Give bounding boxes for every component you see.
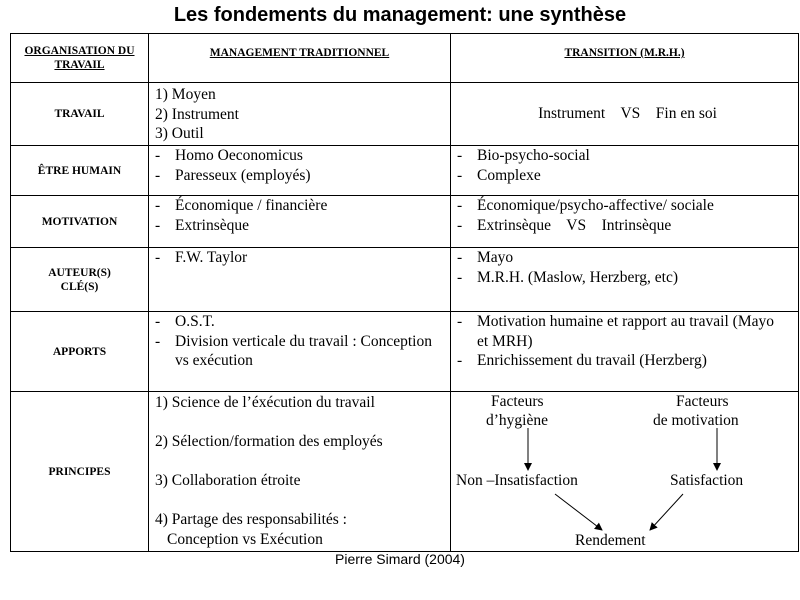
list-item: O.S.T. (175, 313, 215, 330)
list-item: 2) Instrument (155, 105, 239, 123)
header-organisation: ORGANISATION DU TRAVAIL (24, 45, 135, 71)
cell-text: Instrument VS Fin en soi (451, 83, 799, 146)
list-item: 3) Collaboration étroite (155, 472, 301, 489)
list-item: Mayo (477, 249, 514, 266)
header-transition: TRANSITION (M.R.H.) (564, 47, 685, 59)
row-label: TRAVAIL (11, 83, 149, 146)
table-row: AUTEUR(S) CLÉ(S) - F.W. Taylor - Mayo - M.R.H. (Maslow, Herzberg, etc) (11, 248, 799, 312)
list-item: Extrinsèque VS Intrinsèque (477, 216, 672, 234)
header-traditionnel: MANAGEMENT TRADITIONNEL (209, 47, 390, 59)
list-item: Homo Oeconomicus (175, 147, 303, 164)
slide-title: Les fondements du management: une synthèse (173, 4, 627, 26)
hygiene-factors-label-2: d’hygiène (486, 412, 548, 429)
row-label: PRINCIPES (11, 392, 149, 552)
hygiene-factors-label: Facteurs (491, 393, 544, 410)
list-item: Paresseux (employés) (175, 166, 311, 184)
list-item: Bio-psycho-social (477, 147, 590, 164)
list-item: 1) Science de l’éxécution du travail (155, 394, 375, 411)
list-item: 2) Sélection/formation des employés (155, 433, 383, 450)
arrow-icon (650, 494, 683, 530)
table-row: ÊTRE HUMAIN - Homo Oeconomicus - Paresseux (employés) - Bio-psycho-social - Complexe (11, 146, 799, 196)
list-item: 1) Moyen (155, 86, 216, 103)
rendement-label: Rendement (575, 532, 646, 549)
list-item: Économique / financière (175, 197, 328, 214)
list-item: Conception vs Exécution (167, 530, 323, 548)
motivation-factors-label-2: de motivation (653, 412, 739, 429)
satisfaction-label: Satisfaction (670, 472, 744, 489)
row-label: AUTEUR(S) CLÉ(S) (11, 248, 149, 312)
row-label: APPORTS (11, 312, 149, 392)
motivation-factors-label: Facteurs (676, 393, 729, 410)
list-item: Motivation humaine et rapport au travail (Mayo et MRH) (477, 313, 774, 350)
table-row: APPORTS - O.S.T. - Division verticale du travail : Conception vs exécution - Motivation humaine et rapport au travail (Mayo et MRH) - Enrichissement du travail (Herzberg) (11, 312, 799, 392)
list-item: 3) Outil (155, 125, 204, 142)
list-item: F.W. Taylor (175, 249, 248, 266)
row-label: ÊTRE HUMAIN (11, 146, 149, 196)
arrow-icon (555, 494, 602, 530)
list-item: 4) Partage des responsabilités : (155, 511, 347, 528)
list-item: M.R.H. (Maslow, Herzberg, etc) (477, 268, 679, 286)
credit-text: Pierre Simard (2004) (335, 551, 465, 567)
list-item: Extrinsèque (175, 216, 250, 234)
list-item: Économique/psycho-affective/ sociale (477, 197, 714, 214)
non-insatisfaction-label: Non –Insatisfaction (456, 472, 578, 489)
table-row: MOTIVATION - Économique / financière - Extrinsèque - Économique/psycho-affective/ sociale - Extrinsèque VS Intrinsèque (11, 196, 799, 248)
list-item: Enrichissement du travail (Herzberg) (477, 352, 707, 369)
row-label: MOTIVATION (11, 196, 149, 248)
list-item: Complexe (477, 166, 541, 184)
list-item: Division verticale du travail : Conception vs exécution (175, 332, 432, 369)
